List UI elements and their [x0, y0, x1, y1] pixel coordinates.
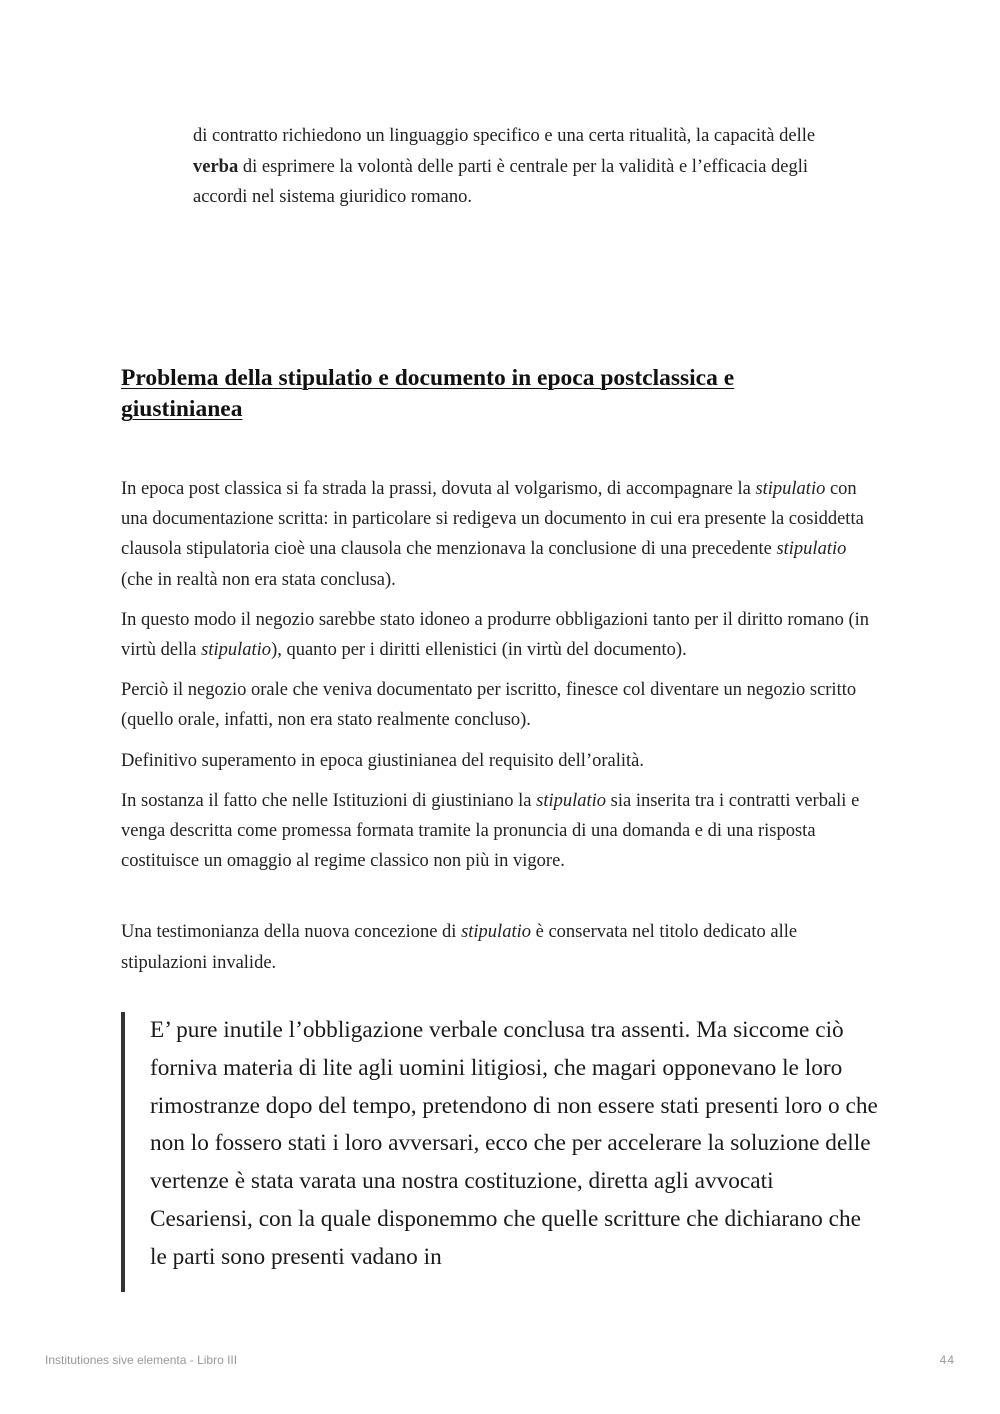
intro-text-end: di esprimere la volontà delle parti è centrale per la validità e l’efficacia degli accordi nel sistema giuridico romano. [193, 156, 809, 207]
text-run: sia inserita tra i contratti verbali e venga descritta come promessa formata tramite la pronuncia di una domanda e di una risposta costituisce un omaggio al regime classico non più in vigore. [121, 790, 860, 872]
quote-text: E’ pure inutile l’obbligazione verbale conclusa tra assenti. Ma siccome ciò forniva materia di lite agli uomini litigiosi, che magari opponevano le loro rimostranze dopo del tempo, pretendono di non essere stati presenti loro o che non lo fossero stati i loro avversari, ecco che per accelerare la soluzione delle vertenze è stata varata una nostra costituzione, diretta agli avvocati Cesariensi, con la quale disponemmo che quelle scritture che dichiarano che le parti sono presenti vadano in [150, 1017, 878, 1270]
italic-term: stipulatio [755, 479, 826, 499]
intro-bold-term: verba [193, 156, 239, 177]
paragraph-2 [121, 605, 873, 665]
paragraph-5 [121, 786, 873, 877]
text-run: Definitivo superamento in epoca giustinianea del requisito dell’oralità. [121, 750, 644, 771]
paragraph-3 [121, 675, 873, 735]
block-quote [121, 1012, 881, 1292]
text-run: Una testimonianza della nuova concezione di [121, 922, 462, 943]
italic-term: stipulatio [461, 922, 531, 943]
intro-paragraph [193, 121, 853, 213]
section-heading-text: Problema della stipulatio e documento in epoca postclassica e giustinianea [121, 365, 735, 422]
paragraph-1 [121, 474, 873, 595]
text-run: ), quanto per i diritti ellenistici (in virtù del documento). [271, 640, 687, 661]
paragraph-6 [121, 917, 873, 977]
italic-term: stipulatio [776, 539, 847, 560]
text-run: In sostanza il fatto che nelle Istituzioni di giustiniano la [121, 790, 537, 811]
section-heading [121, 363, 821, 425]
text-run: (che in realtà non era stata conclusa). [121, 569, 396, 590]
text-run: con una documentazione scritta: in particolare si redigeva un documento in cui era presente la cosiddetta clausola stipulatoria cioè una clausola che menzionava la conclusione di una precedente [121, 479, 864, 560]
intro-text-start: di contratto richiedono un linguaggio specifico e una certa ritualità, la capacità delle [193, 126, 816, 146]
text-run: In epoca post classica si fa strada la prassi, dovuta al volgarismo, di accompagnare la [121, 479, 756, 499]
paragraph-4 [121, 746, 873, 776]
italic-term: stipulatio [536, 790, 607, 811]
footer-document-title: Institutiones sive elementa - Libro III [45, 1353, 238, 1367]
footer-page-number: 44 [939, 1353, 955, 1367]
italic-term: stipulatio [201, 640, 272, 661]
text-run: è conservata nel titolo dedicato alle stipulazioni invalide. [121, 922, 798, 973]
body-text [121, 474, 873, 988]
text-run: Perciò il negozio orale che veniva documentato per iscritto, finesce col diventare un negozio scritto (quello orale, infatti, non era stato realmente concluso). [121, 680, 857, 731]
text-run: In questo modo il negozio sarebbe stato idoneo a produrre obbligazioni tanto per il diritto romano (in virtù della [121, 609, 870, 661]
